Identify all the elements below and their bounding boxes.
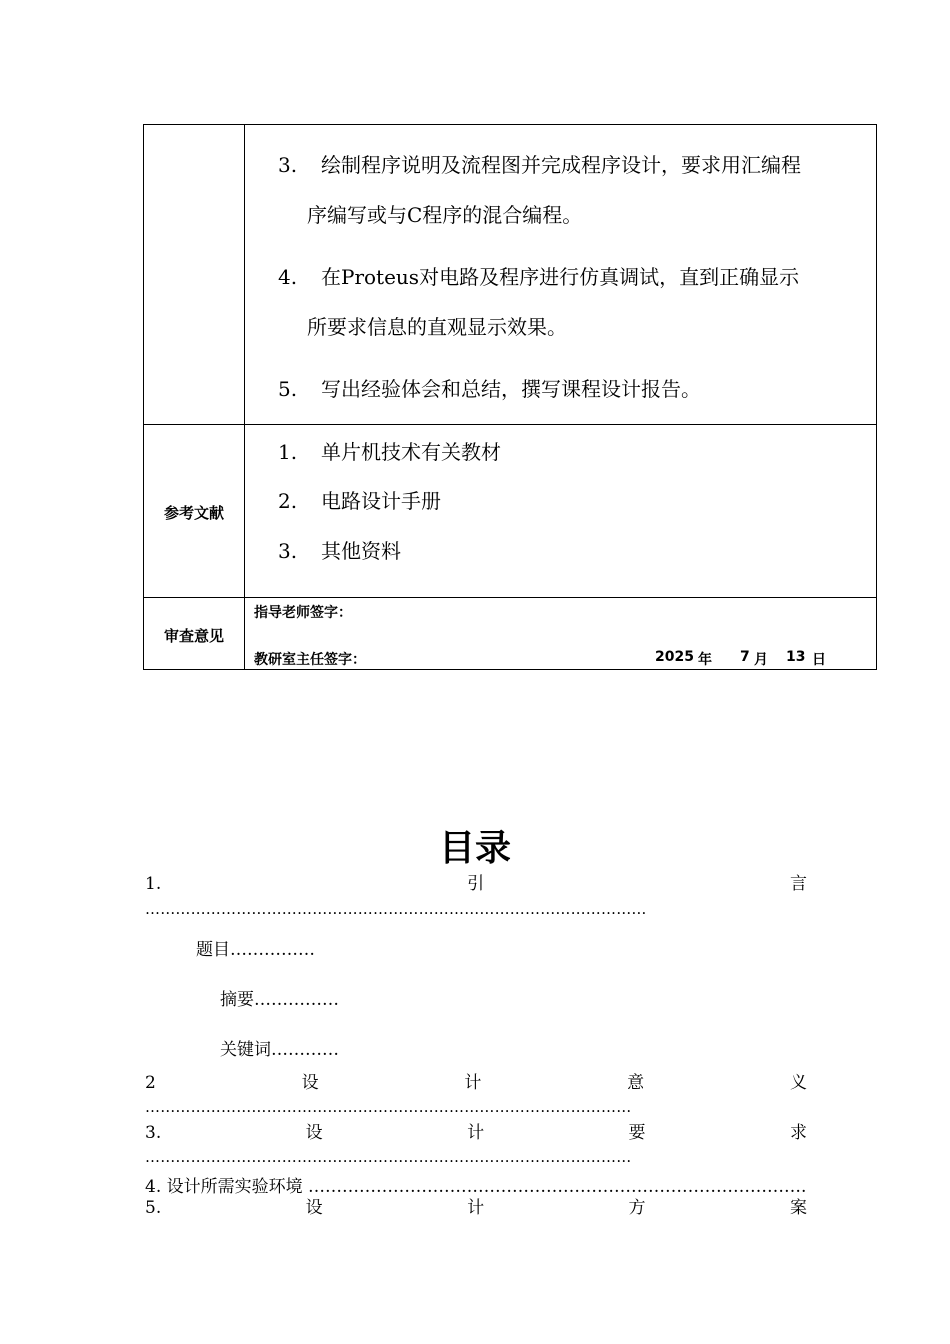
list-number: 4. [278,265,298,289]
director-signature-label: 教研室主任签字： [254,652,366,668]
toc-sub-entry-title: 题目…………… [196,940,315,960]
toc-entry-4: 4. 设计所需实验环境 ……………………………………………………………………………. [145,1177,807,1197]
toc-entry-3 [145,1123,807,1143]
requirement-text: 绘制程序说明及流程图并完成程序设计，要求用汇编程 [321,153,801,177]
date-day-unit: 日 [812,652,826,668]
toc-entry-char: 计 [464,1073,482,1093]
toc-entry-char: 意 [627,1073,645,1093]
toc-entry-char: 义 [789,1073,807,1093]
date-year-unit: 年 [698,652,712,668]
toc-leader-dots: ……………………………………………………………………………………… [145,900,647,918]
toc-leader-dots: …………………………………………………………………………………… [145,1098,632,1116]
toc-entry-number: 3. [145,1123,162,1143]
reference-text: 其他资料 [321,539,401,563]
toc-sub-entry-keywords: 关键词………… [220,1040,339,1060]
toc-entry-1 [145,874,807,894]
date-day: 13 [786,649,806,665]
date-year: 2025 [655,649,694,665]
task-table [143,124,877,670]
toc-sub-entry-abstract: 摘要…………… [220,990,339,1010]
table-row-divider [144,597,876,598]
toc-entry-2 [145,1073,807,1093]
toc-entry-char: 方 [628,1198,646,1218]
date-month-unit: 月 [754,652,768,668]
reference-text: 单片机技术有关教材 [321,440,501,464]
table-row-divider [144,424,876,425]
list-number: 2. [278,489,298,513]
toc-entry-char: 言 [789,874,807,894]
toc-entry-char: 案 [789,1198,807,1218]
toc-entry-5 [145,1198,807,1218]
date-month: 7 [740,649,750,665]
toc-entry-char: 引 [467,874,485,894]
toc-entry-char: 设 [305,1198,323,1218]
toc-entry-char: 计 [467,1198,485,1218]
list-number: 1. [278,440,298,464]
toc-entry-char: 要 [628,1123,646,1143]
toc-leader-dots: …………………………………………………………………………………… [145,1148,632,1166]
toc-entry-number: 5. [145,1198,162,1218]
toc-entry-char: 求 [789,1123,807,1143]
list-number: 3. [278,539,298,563]
list-number: 5. [278,377,298,401]
toc-title: 目录 [438,828,511,869]
requirement-text-continued: 所要求信息的直观显示效果。 [307,315,567,339]
list-number: 3. [278,153,298,177]
toc-entry-char: 设 [305,1123,323,1143]
advisor-signature-label: 指导老师签字： [254,605,352,621]
review-label: 审查意见 [163,627,224,645]
reference-text: 电路设计手册 [321,489,441,513]
toc-entry-number: 1. [145,874,162,894]
requirement-text-continued: 序编写或与C程序的混合编程。 [307,203,583,227]
references-label: 参考文献 [163,504,224,522]
toc-entry-char: 计 [467,1123,485,1143]
requirement-text: 写出经验体会和总结，撰写课程设计报告。 [321,377,701,401]
toc-entry-number: 2 [145,1073,156,1093]
requirement-text: 在Proteus对电路及程序进行仿真调试，直到正确显示 [321,265,800,289]
toc-entry-char: 设 [301,1073,319,1093]
table-column-divider [244,125,245,669]
